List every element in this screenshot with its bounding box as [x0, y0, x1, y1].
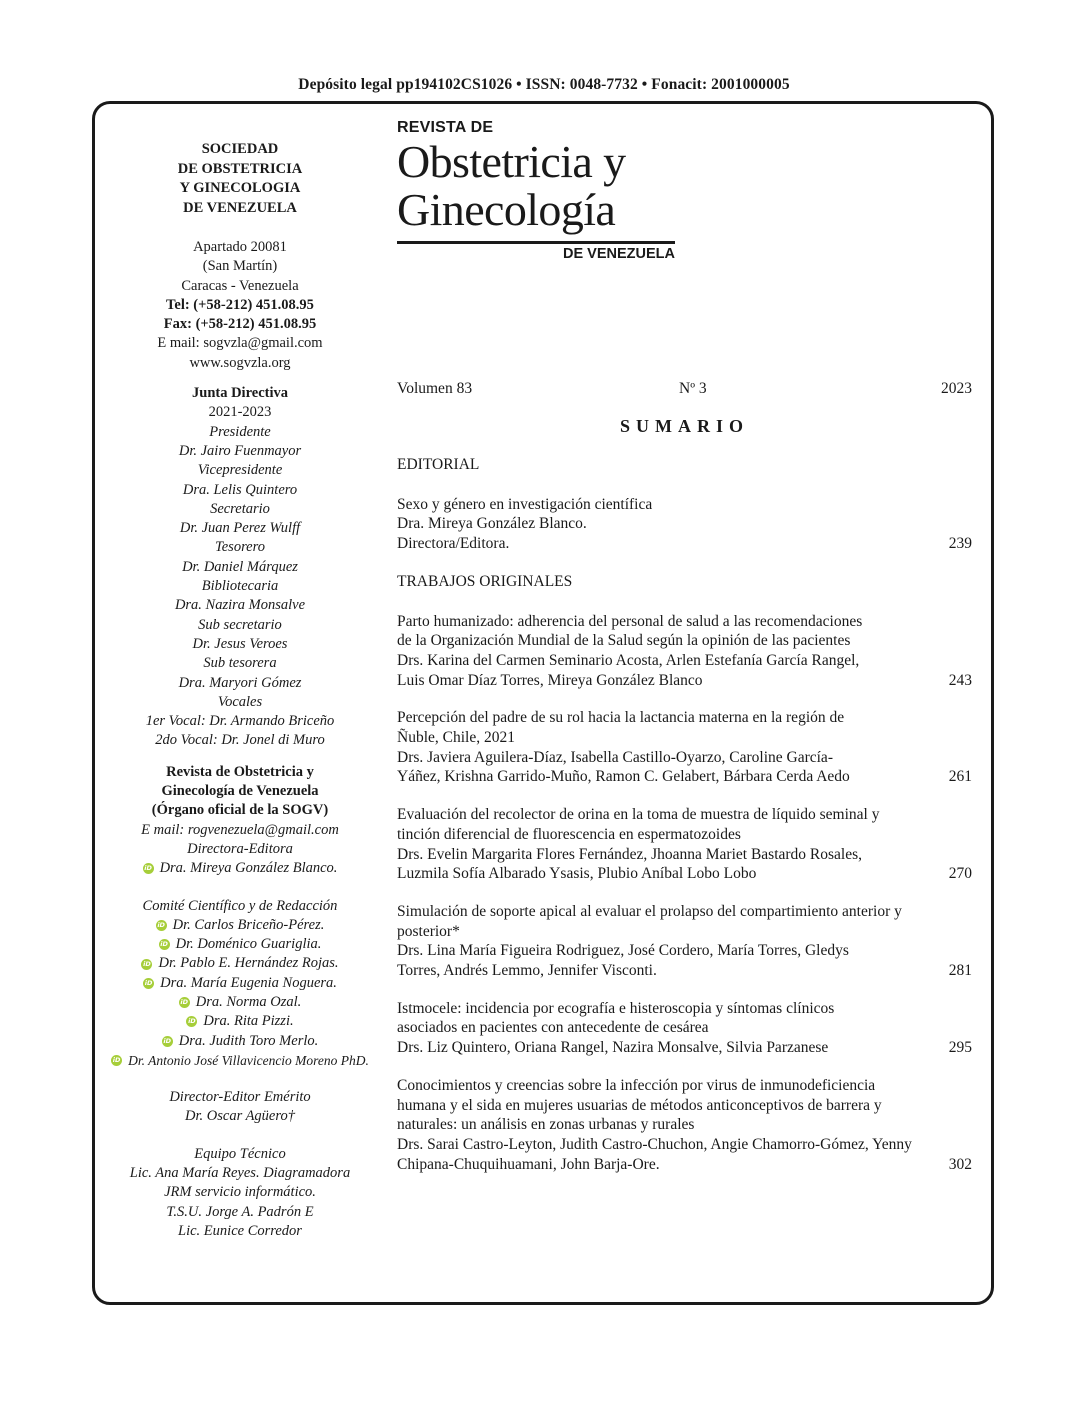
orcid-icon[interactable]: iD [112, 1056, 121, 1065]
entry-title: Simulación de soporte apical al evaluar el prolapso del compartimiento anterior y posterior* [397, 902, 902, 940]
junta-line: Dra. Nazira Monsalve [174, 597, 306, 614]
junta-line: Vicepresidente [197, 462, 283, 479]
journal-masthead [397, 119, 677, 262]
masthead-title-line-2: Ginecología [397, 184, 616, 235]
entry-title: Parto humanizado: adherencia del personal de salud a las recomendaciones de la Organización Mundial de la Salud según la opinión de las pacientes [397, 612, 863, 650]
director-role: Directora-Editora [187, 840, 293, 857]
entry-role: Directora/Editora. [397, 535, 510, 553]
entry-authors: Dra. Mireya González Blanco. [397, 515, 587, 533]
emerito-name: Dr. Oscar Agüero† [185, 1108, 295, 1125]
revista-line: (Órgano oficial de la SOGV) [151, 802, 329, 819]
comite-member-name: Dra. Norma Ozal. [195, 993, 302, 1010]
junta-line: Dr. Jesus Veroes [192, 635, 288, 652]
director-entry [120, 859, 360, 878]
entry-authors: Drs. Sarai Castro-Leyton, Judith Castro-Chuchon, Angie Chamorro-Gómez, Yenny Chipana-Chuquihuamani, John Barja-Ore. [397, 1135, 912, 1173]
toc-entry[interactable] [397, 1076, 972, 1175]
entry-page: 261 [948, 768, 972, 786]
entry-page: 295 [948, 1039, 972, 1057]
emerito-role: Director-Editor Emérito [169, 1089, 311, 1106]
entry-title: Istmocele: incidencia por ecografía e histeroscopia y síntomas clínicos asociados en pacientes con antecedente de cesárea [397, 999, 835, 1037]
sidebar-column [112, 140, 369, 1241]
legal-deposit-line: Depósito legal pp194102CS1026 • ISSN: 0048-7732 • Fonacit: 2001000005 [298, 76, 790, 93]
comite-member-name: Dr. Doménico Guariglia. [175, 936, 322, 953]
junta-line: Dra. Lelis Quintero [182, 481, 298, 498]
comite-member-name: Dra. Rita Pizzi. [203, 1013, 294, 1030]
junta-line: Sub secretario [198, 616, 282, 633]
orcid-icon[interactable]: iD [188, 1017, 196, 1026]
equipo-member: Lic. Ana María Reyes. Diagramadora [129, 1165, 351, 1182]
entry-title: Conocimientos y creencias sobre la infección por virus de inmunodeficiencia humana y el sida en mujeres usuarias de métodos anticonceptivos de barrera y naturales: un análisis en zonas urbanas y rurales [397, 1076, 882, 1134]
masthead-prefix: REVISTA DE [397, 119, 494, 136]
comite-member [120, 935, 360, 954]
toc-entry[interactable] [397, 999, 972, 1058]
table-of-contents [397, 455, 972, 1192]
junta-line: Dr. Jairo Fuenmayor [178, 442, 302, 459]
comite-member [120, 954, 360, 973]
society-contact [120, 238, 360, 373]
issue-number: Nº 3 [679, 380, 707, 397]
director-name: Dra. Mireya González Blanco. [159, 860, 338, 877]
entry-page: 302 [948, 1155, 972, 1173]
entry-authors: Drs. Lina María Figueira Rodriguez, José Cordero, María Torres, Gledys Torres, Andrés Lemmo, Jennifer Visconti. [397, 942, 849, 980]
issue-year: 2023 [941, 380, 972, 397]
equipo-member: T.S.U. Jorge A. Padrón E [166, 1203, 314, 1220]
junta-line: Sub tesorera [203, 655, 277, 672]
society-name-line: Y GINECOLOGIA [179, 180, 301, 196]
entry-page: 281 [948, 962, 972, 980]
orcid-icon[interactable]: iD [163, 1036, 172, 1045]
comite-member-name: Dr. Carlos Briceño-Pérez. [172, 916, 325, 933]
masthead-title-line-1: Obstetricia y [397, 136, 626, 187]
junta-period: 2021-2023 [208, 404, 272, 421]
society-name [120, 140, 360, 218]
entry-authors: Drs. Liz Quintero, Oriana Rangel, Nazira Monsalve, Silvia Parzanese [397, 1039, 829, 1057]
entry-page: 243 [948, 671, 972, 689]
comite-member [120, 916, 360, 935]
entry-title: Sexo y género en investigación científica [397, 495, 653, 513]
orcid-icon[interactable]: iD [144, 978, 153, 987]
junta-line: Vocales [217, 693, 263, 710]
comite-member [120, 1032, 360, 1051]
entry-authors: Drs. Karina del Carmen Seminario Acosta, Arlen Estefanía García Rangel, Luis Omar Díaz Torres, Mireya González Blanco [397, 651, 860, 689]
toc-entry-editorial[interactable] [397, 495, 972, 554]
society-name-line: DE OBSTETRICIA [177, 160, 303, 177]
junta-title: Junta Directiva [192, 385, 288, 402]
revista-line: Ginecología de Venezuela [161, 783, 319, 800]
junta-line: Secretario [210, 500, 270, 517]
comite-member-name: Dr. Pablo E. Hernández Rojas. [158, 955, 339, 972]
junta-members [120, 423, 360, 751]
comite-title: Comité Científico y de Redacción [142, 897, 338, 914]
junta-line: Bibliotecaria [201, 578, 279, 595]
fax-line: Fax: (+58-212) 451.08.95 [163, 316, 317, 333]
entry-title: Evaluación del recolector de orina en la toma de muestra de líquido seminal y tinción diferencial de fluorescencia en espermatozoides [397, 806, 880, 843]
comite-member [112, 1051, 369, 1070]
issue-volume: Volumen 83 [397, 380, 473, 397]
society-name-line: DE VENEZUELA [183, 199, 297, 216]
toc-entry[interactable] [397, 805, 972, 884]
junta-line: Dra. Maryori Gómez [178, 674, 302, 691]
tel-line: Tel: (+58-212) 451.08.95 [166, 296, 314, 313]
society-name-line: SOCIEDAD [201, 141, 279, 157]
orcid-icon[interactable]: iD [143, 959, 151, 968]
toc-entry[interactable] [397, 612, 972, 691]
comite-member [120, 993, 360, 1012]
address-line: Apartado 20081 [193, 239, 287, 255]
entry-title: Percepción del padre de su rol hacia la lactancia materna en la región de Ñuble, Chile, 2021 [397, 709, 845, 747]
section-heading-originales: TRABAJOS ORIGINALES [397, 572, 573, 590]
junta-line: Tesorero [215, 539, 265, 556]
orcid-icon[interactable]: iD [160, 940, 168, 949]
revista-info [120, 763, 360, 821]
sumario-heading: SUMARIO [619, 416, 749, 436]
comite-member-name: Dra. María Eugenia Noguera. [160, 974, 337, 991]
comite-member [120, 1012, 360, 1031]
entry-page: 270 [948, 865, 972, 883]
junta-line: 2do Vocal: Dr. Jonel di Muro [155, 732, 325, 749]
address-line: Caracas - Venezuela [181, 277, 299, 294]
toc-entry[interactable] [397, 708, 972, 787]
toc-entry[interactable] [397, 902, 972, 981]
junta-line: 1er Vocal: Dr. Armando Briceño [145, 713, 335, 730]
comite-members [112, 916, 369, 1070]
junta-line: Presidente [209, 423, 271, 440]
junta-line: Dr. Juan Perez Wulff [179, 520, 301, 537]
email-line: E mail: sogvzla@gmail.com [157, 335, 323, 352]
equipo-member: Lic. Eunice Corredor [178, 1222, 302, 1239]
web-line: www.sogvzla.org [189, 354, 291, 371]
address-line: (San Martín) [202, 258, 278, 275]
revista-line: Revista de Obstetricia y [166, 763, 314, 780]
entry-page: 239 [948, 535, 972, 553]
junta-line: Dr. Daniel Márquez [182, 558, 298, 575]
comite-member [120, 974, 360, 993]
comite-member-name: Dra. Judith Toro Merlo. [178, 1032, 319, 1049]
section-heading-editorial: EDITORIAL [397, 456, 480, 473]
revista-email: E mail: rogvenezuela@gmail.com [141, 821, 339, 838]
equipo-title: Equipo Técnico [194, 1145, 286, 1162]
equipo-members [120, 1164, 360, 1241]
entry-authors: Drs. Evelin Margarita Flores Fernández, Jhoanna Mariet Bastardo Rosales, Luzmila Sofía Albarado Ysasis, Plubio Aníbal Lobo Lobo [397, 845, 863, 883]
equipo-member: JRM servicio informático. [164, 1184, 316, 1201]
orcid-icon[interactable]: iD [180, 998, 189, 1007]
comite-member-name: Dr. Antonio José Villavicencio Moreno PhD. [128, 1052, 369, 1068]
masthead-rule [397, 241, 675, 244]
masthead-suffix: DE VENEZUELA [563, 246, 675, 262]
orcid-icon[interactable]: iD [157, 920, 165, 929]
orcid-icon[interactable]: iD [144, 864, 152, 873]
entry-authors: Drs. Javiera Aguilera-Díaz, Isabella Castillo-Oyarzo, Caroline García-Yáñez, Krishna Garrido-Muño, Ramon C. Gelabert, Bárbara Cerda Aedo [397, 748, 850, 786]
